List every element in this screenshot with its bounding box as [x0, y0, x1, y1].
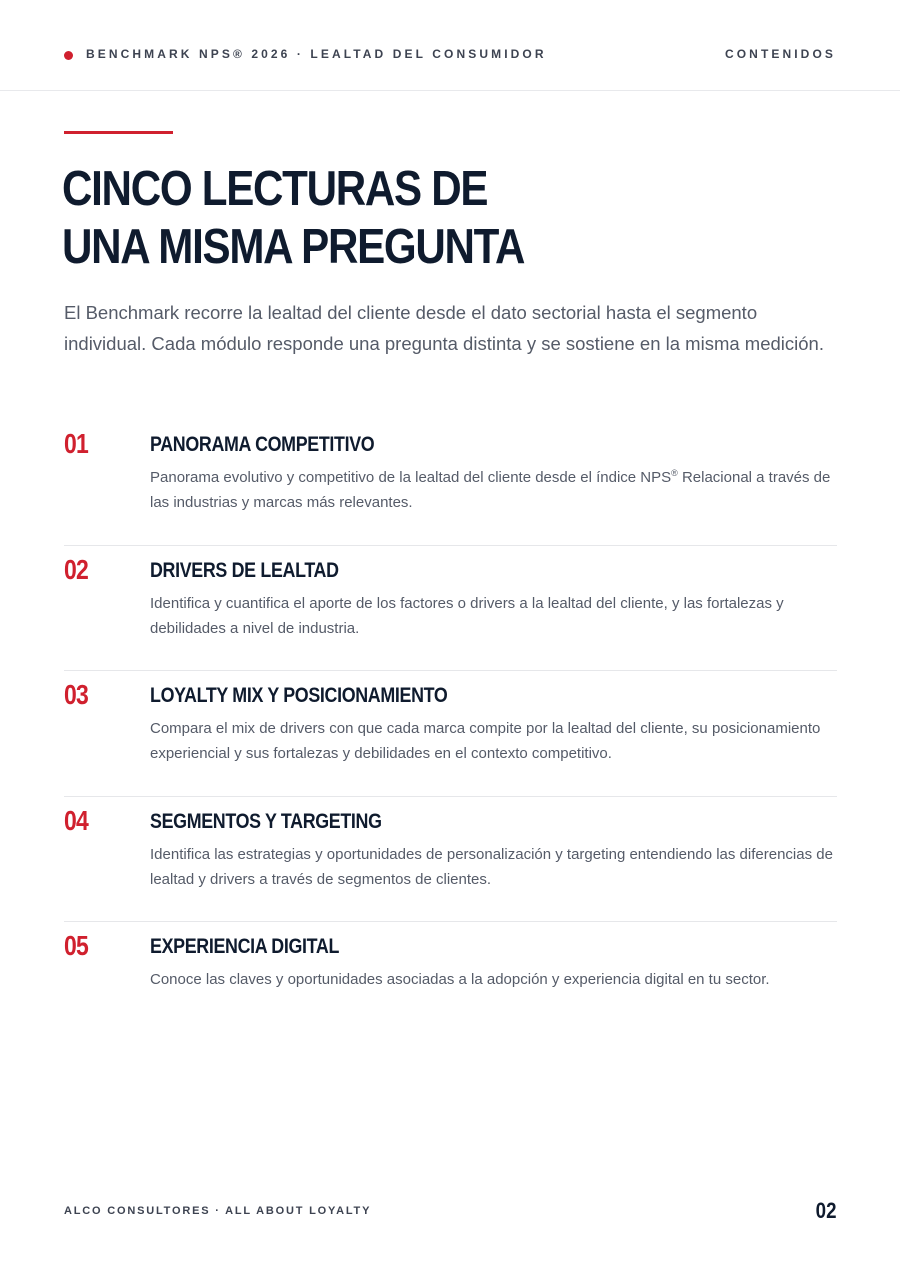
- module-description: Identifica las estrategias y oportunidades de personalización y targeting entendiendo las diferencias de lealtad y drivers a través de segmentos de clientes.: [150, 845, 833, 888]
- bullet-dot-icon: [64, 51, 73, 60]
- module-number: 04: [64, 804, 88, 836]
- module-number: 02: [64, 553, 88, 585]
- page-title: [62, 160, 524, 276]
- module-item: [64, 671, 837, 797]
- module-description: Compara el mix de drivers con que cada marca compite por la lealtad del cliente, su posicionamiento experiencial y sus fortalezas y debilidades en el contexto competitivo.: [150, 720, 821, 762]
- registered-mark: ®: [671, 468, 678, 478]
- module-item: [64, 922, 837, 1048]
- module-number: 03: [64, 679, 88, 710]
- module-item: [64, 420, 837, 546]
- module-list: [64, 420, 837, 1048]
- module-title: PANORAMA COMPETITIVO: [150, 432, 375, 456]
- module-number: 01: [64, 428, 88, 459]
- module-item: [64, 797, 837, 923]
- page-number: 02: [815, 1198, 836, 1223]
- module-title: LOYALTY MIX Y POSICIONAMIENTO: [150, 683, 448, 707]
- module-title: SEGMENTOS Y TARGETING: [150, 808, 382, 833]
- header-section-label: CONTENIDOS: [724, 47, 836, 61]
- module-description: Panorama evolutivo y competitivo de la lealtad del cliente desde el índice NPS® Relacional a través de las industrias y marcas más relevantes.: [150, 468, 831, 511]
- module-item: [64, 546, 837, 672]
- page-title-line-2: UNA MISMA PREGUNTA: [62, 220, 525, 274]
- module-title: DRIVERS DE LEALTAD: [150, 557, 339, 582]
- page-title-line-1: CINCO LECTURAS DE: [62, 162, 488, 216]
- module-description: Identifica y cuantifica el aporte de los factores o drivers a la lealtad del cliente, y las fortalezas y debilidades a nivel de industria.: [150, 594, 784, 637]
- footer-brand: ALCO CONSULTORES · ALL ABOUT LOYALTY: [64, 1205, 372, 1217]
- module-number: 05: [64, 930, 88, 961]
- page-header: [0, 0, 900, 91]
- module-description: Conoce las claves y oportunidades asociadas a la adopción y experiencia digital en tu sector.: [150, 971, 770, 988]
- title-accent-bar: [64, 131, 173, 134]
- intro-paragraph: El Benchmark recorre la lealtad del cliente desde el dato sectorial hasta el segmento individual. Cada módulo responde una pregunta distinta y se sostiene en la misma medición.: [64, 302, 824, 354]
- header-document-title: BENCHMARK NPS® 2026 · LEALTAD DEL CONSUMIDOR: [86, 47, 547, 61]
- module-title: EXPERIENCIA DIGITAL: [150, 934, 340, 958]
